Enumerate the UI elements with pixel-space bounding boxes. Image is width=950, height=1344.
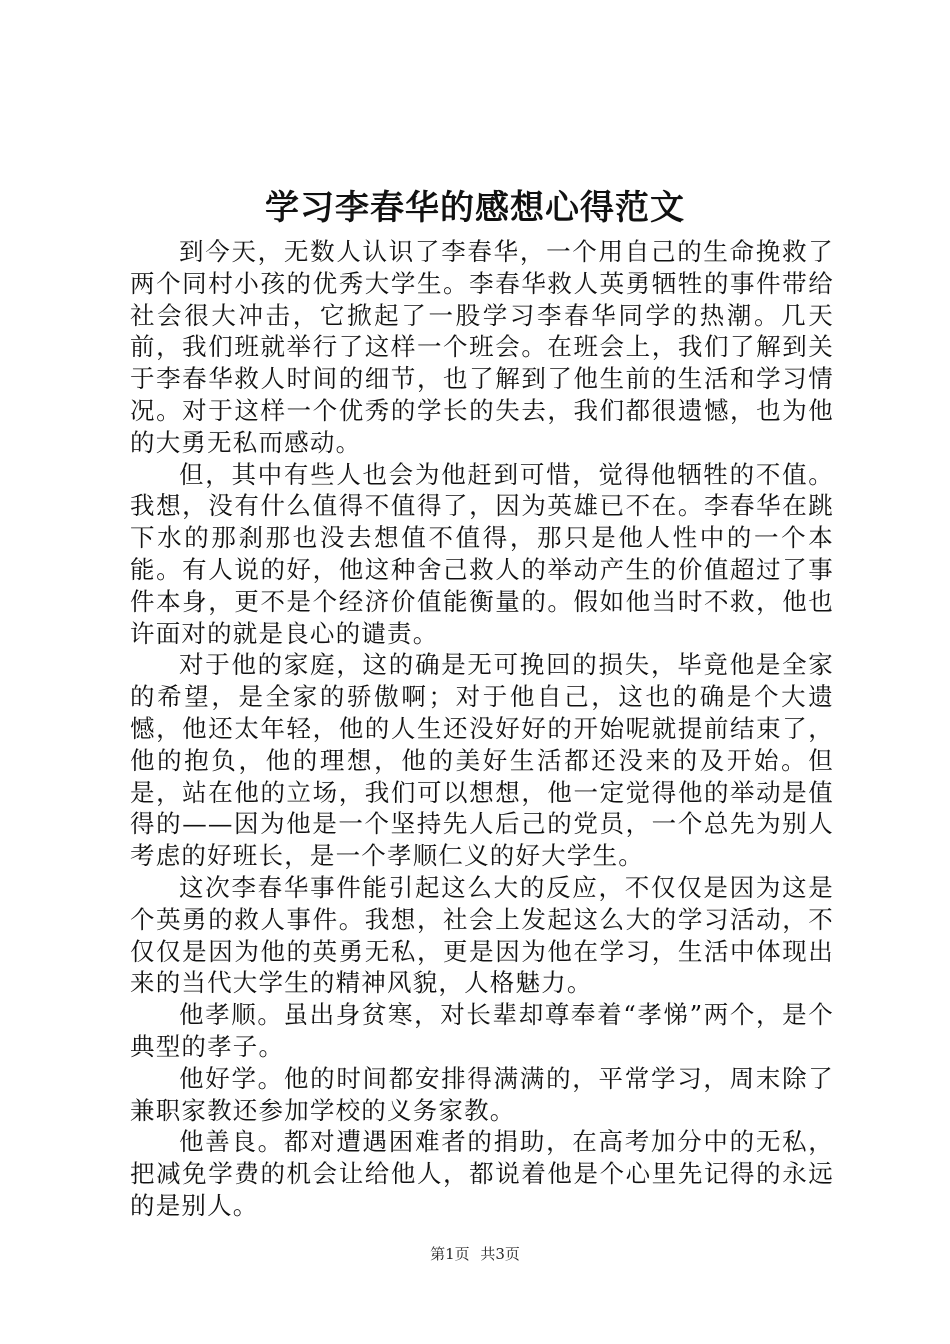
paragraph: 到今天，无数人认识了李春华，一个用自己的生命挽救了两个同村小孩的优秀大学生。李春华救人英勇牺牲的事件带给社会很大冲击，它掀起了一股学习李春华同学的热潮。几天前，我们班就举行了这样一个班会。在班会上，我们了解到关于李春华救人时间的细节，也了解到了他生前的生活和学习情况。对于这样一个优秀的学长的失去，我们都很遗憾，也为他的大勇无私而感动。 [130, 237, 834, 457]
document-title: 学习李春华的感想心得范文 [265, 188, 685, 228]
paragraph: 他孝顺。虽出身贫寒，对长辈却尊奉着“孝悌”两个，是个典型的孝子。 [130, 1000, 834, 1061]
paragraph: 他好学。他的时间都安排得满满的，平常学习，周末除了兼职家教还参加学校的义务家教。 [130, 1063, 834, 1125]
paragraph: 但，其中有些人也会为他赶到可惜，觉得他牺牲的不值。我想，没有什么值得不值得了，因为英雄已不在。李春华在跳下水的那刹那也没去想值不值得，那只是他人性中的一个本能。有人说的好，他这种舍己救人的举动产生的价值超过了事件本身，更不是个经济价值能衡量的。假如他当时不救，他也许面对的就是良心的谴责。 [130, 459, 834, 648]
document-body [130, 236, 834, 1222]
paragraph: 他善良。都对遭遇困难者的捐助，在高考加分中的无私，把减免学费的机会让给他人，都说着他是个心里先记得的永远的是别人。 [130, 1127, 834, 1220]
page-number: 第1页 [430, 1245, 470, 1263]
paragraph: 这次李春华事件能引起这么大的反应，不仅仅是因为这是个英勇的救人事件。我想，社会上发起这么大的学习活动，不仅仅是因为他的英勇无私，更是因为他在学习，生活中体现出来的当代大学生的精神风貌，人格魅力。 [130, 872, 834, 998]
paragraph: 对于他的家庭，这的确是无可挽回的损失，毕竟他是全家的希望，是全家的骄傲啊；对于他自己，这也的确是个大遗憾，他还太年轻，他的人生还没好好的开始呢就提前结束了，他的抱负，他的理想，他的美好生活都还没来的及开始。但是，站在他的立场，我们可以想想，他一定觉得他的举动是值得的——因为他是一个坚持先人后己的党员，一个总先为别人考虑的好班长，是一个孝顺仁义的好大学生。 [130, 650, 834, 871]
page-footer [0, 1244, 950, 1264]
page-total: 共3页 [480, 1245, 520, 1263]
